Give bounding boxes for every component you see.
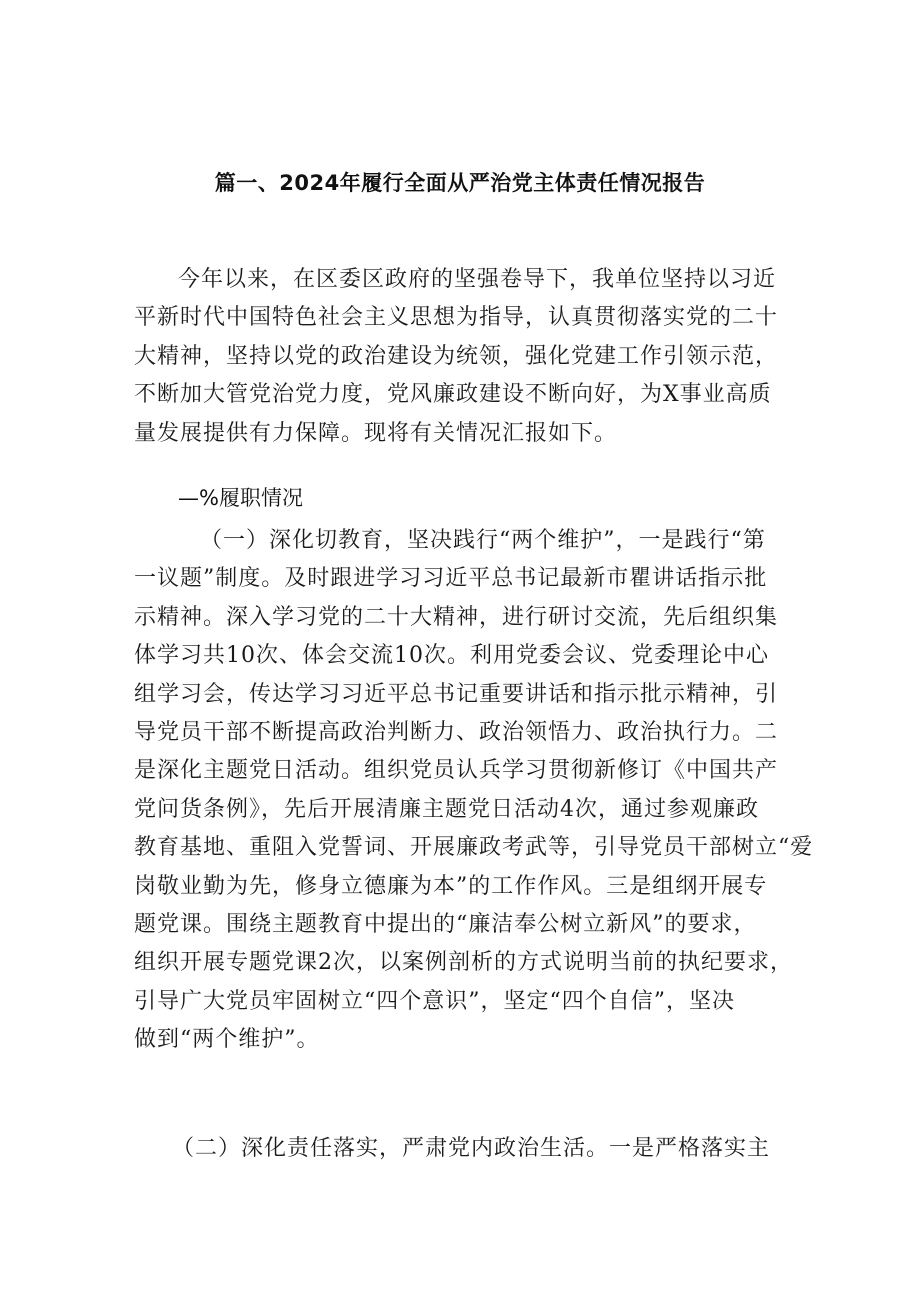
section1-line: 一议题”制度。及时跟进学习习近平总书记最新市瞿讲话指示批 bbox=[134, 566, 768, 592]
section1-line: 党问货条例》，先后开展清廉主题党日活动4次，通过参观廉政 bbox=[134, 796, 759, 822]
section1-line: 是深化主题党日活动。组织党员认兵学习贯彻新修订《中国共产 bbox=[134, 758, 779, 784]
section1-line: 体学习共10次、体会交流10次。利用党委会议、党委理论中心 bbox=[134, 643, 769, 669]
document-title: 篇一、2024年履行全面从严治党主体责任情况报告 bbox=[214, 171, 706, 195]
intro-paragraph bbox=[134, 261, 794, 453]
section-heading: —%履职情况 bbox=[178, 486, 303, 510]
section1-line: 引导广大党员牢固树立“四个意识”，坚定“四个自信”，坚决 bbox=[134, 988, 735, 1014]
section2-paragraph bbox=[134, 1130, 794, 1168]
section1-line: 岗敬业勤为先，修身立德廉为本”的工作作风。三是组纲开展专 bbox=[134, 873, 768, 899]
section1-line: 做到“两个维护”。 bbox=[134, 1027, 320, 1053]
intro-line: 平新时代中国特色社会主义思想为指导，认真贯彻落实党的二十 bbox=[134, 305, 779, 331]
section1-line: 示精神。深入学习党的二十大精神，进行研讨交流，先后组织集 bbox=[134, 604, 779, 630]
section1-line: 导党员干部不断提高政治判断力、政治领悟力、政治执行力。二 bbox=[134, 720, 779, 746]
section1-paragraph bbox=[134, 522, 814, 1060]
intro-line: 大精神，坚持以党的政治建设为统领，强化党建工作引领示范， bbox=[134, 343, 779, 369]
intro-line: 量发展提供有力保障。现将有关情况汇报如下。 bbox=[134, 420, 618, 446]
section1-line: （一）深化切教育，坚决践行“两个维护”，一是践行“第 bbox=[200, 528, 766, 553]
section1-line: 组学习会，传达学习习近平总书记重要讲话和指示批示精神，引 bbox=[134, 681, 779, 707]
section2-line: （二）深化责任落实，严肃党内政治生活。一是严格落实主 bbox=[172, 1136, 771, 1161]
intro-line: 不断加大管党治党力度，党风廉政建设不断向好，为X事业高质 bbox=[134, 382, 772, 408]
section1-line: 组织开展专题党课2次，以案例剖析的方式说明当前的执纪要求， bbox=[134, 950, 793, 976]
intro-line: 今年以来，在区委区政府的坚强卷导下，我单位坚持以习近 bbox=[178, 267, 777, 292]
section1-line: 题党课。围绕主题教育中提出的“廉洁奉公树立新风”的要求， bbox=[134, 912, 757, 938]
section1-line: 教育基地、重阻入党誓词、开展廉政考武等，引导党员干部树立“爱 bbox=[134, 835, 814, 861]
